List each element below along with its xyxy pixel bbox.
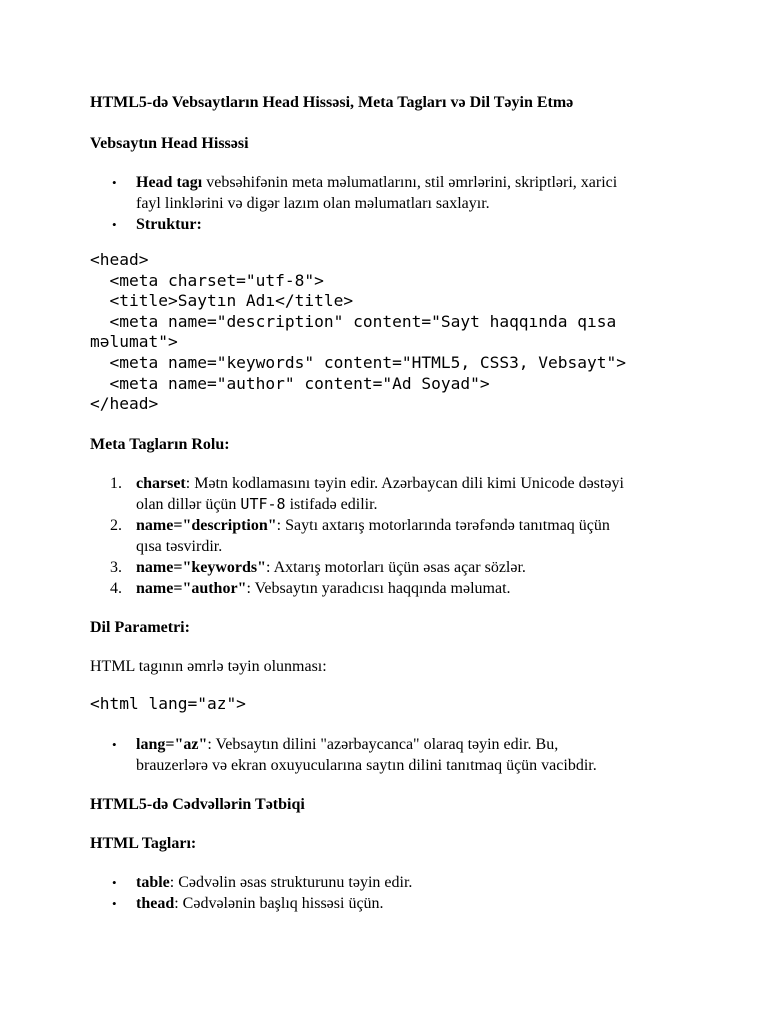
meta-roles-list — [90, 473, 680, 599]
html-lang-code: <html lang="az"> — [90, 694, 246, 713]
list-item: • thead: Cədvələnin başlıq hissəsi üçün. — [112, 895, 384, 912]
language-heading: Dil Parametri: — [90, 619, 190, 636]
html-tags-heading: HTML Tagları: — [90, 835, 197, 852]
language-intro: HTML tagının əmrlə təyin olunması: — [90, 658, 327, 675]
list-item: 2. name="description": Saytı axtarış motorlarında tərəfəndə tanıtmaq üçün qısa təsvirdir. — [110, 517, 610, 555]
language-bullets — [90, 734, 680, 776]
bullet-icon: • — [112, 896, 117, 911]
bullet-icon: • — [112, 737, 117, 752]
bullet-icon: • — [112, 875, 117, 890]
bullet-icon: • — [112, 217, 117, 232]
tables-heading: HTML5-də Cədvəllərin Tətbiqi — [90, 796, 305, 813]
head-section-heading: Vebsaytın Head Hissəsi — [90, 135, 249, 152]
table-tags-bullets — [90, 872, 680, 914]
list-item: • Struktur: — [112, 216, 202, 233]
list-item: • Head tagı vebsəhifənin meta məlumatlarını, stil əmrlərini, skriptləri, xarici fayl linklərini və digər lazım olan məlumatları saxlayır. — [112, 174, 618, 212]
list-item: 3. name="keywords": Axtarış motorları üçün əsas açar sözlər. — [110, 559, 526, 576]
head-code-block: <head> <meta charset="utf-8"> <title>Saytın Adı</title> <meta name="description" content="Sayt haqqında qısa məlumat"> <meta name="keywords" content="HTML5, CSS3, Vebsayt"> <meta name="author" content="Ad Soyad"> </head> — [90, 250, 627, 414]
list-item: 1. charset: Mətn kodlamasını təyin edir. Azərbaycan dili kimi Unicode dəstəyi olan dillər üçün UTF-8 istifadə edilir. — [110, 475, 624, 513]
document-title: HTML5-də Vebsaytların Head Hissəsi, Meta Tagları və Dil Təyin Etmə — [90, 94, 574, 111]
list-item: 4. name="author": Vebsaytın yaradıcısı haqqında məlumat. — [110, 580, 511, 597]
bullet-icon: • — [112, 175, 117, 190]
list-item: • table: Cədvəlin əsas strukturunu təyin edir. — [112, 874, 413, 891]
meta-roles-heading: Meta Tagların Rolu: — [90, 436, 230, 453]
head-section-bullets — [90, 172, 680, 235]
list-item: • lang="az": Vebsaytın dilini "azərbaycanca" olaraq təyin edir. Bu, brauzerlərə və ekran oxuyucularına saytın dilini tanıtmaq üçün vacibdir. — [112, 736, 597, 774]
